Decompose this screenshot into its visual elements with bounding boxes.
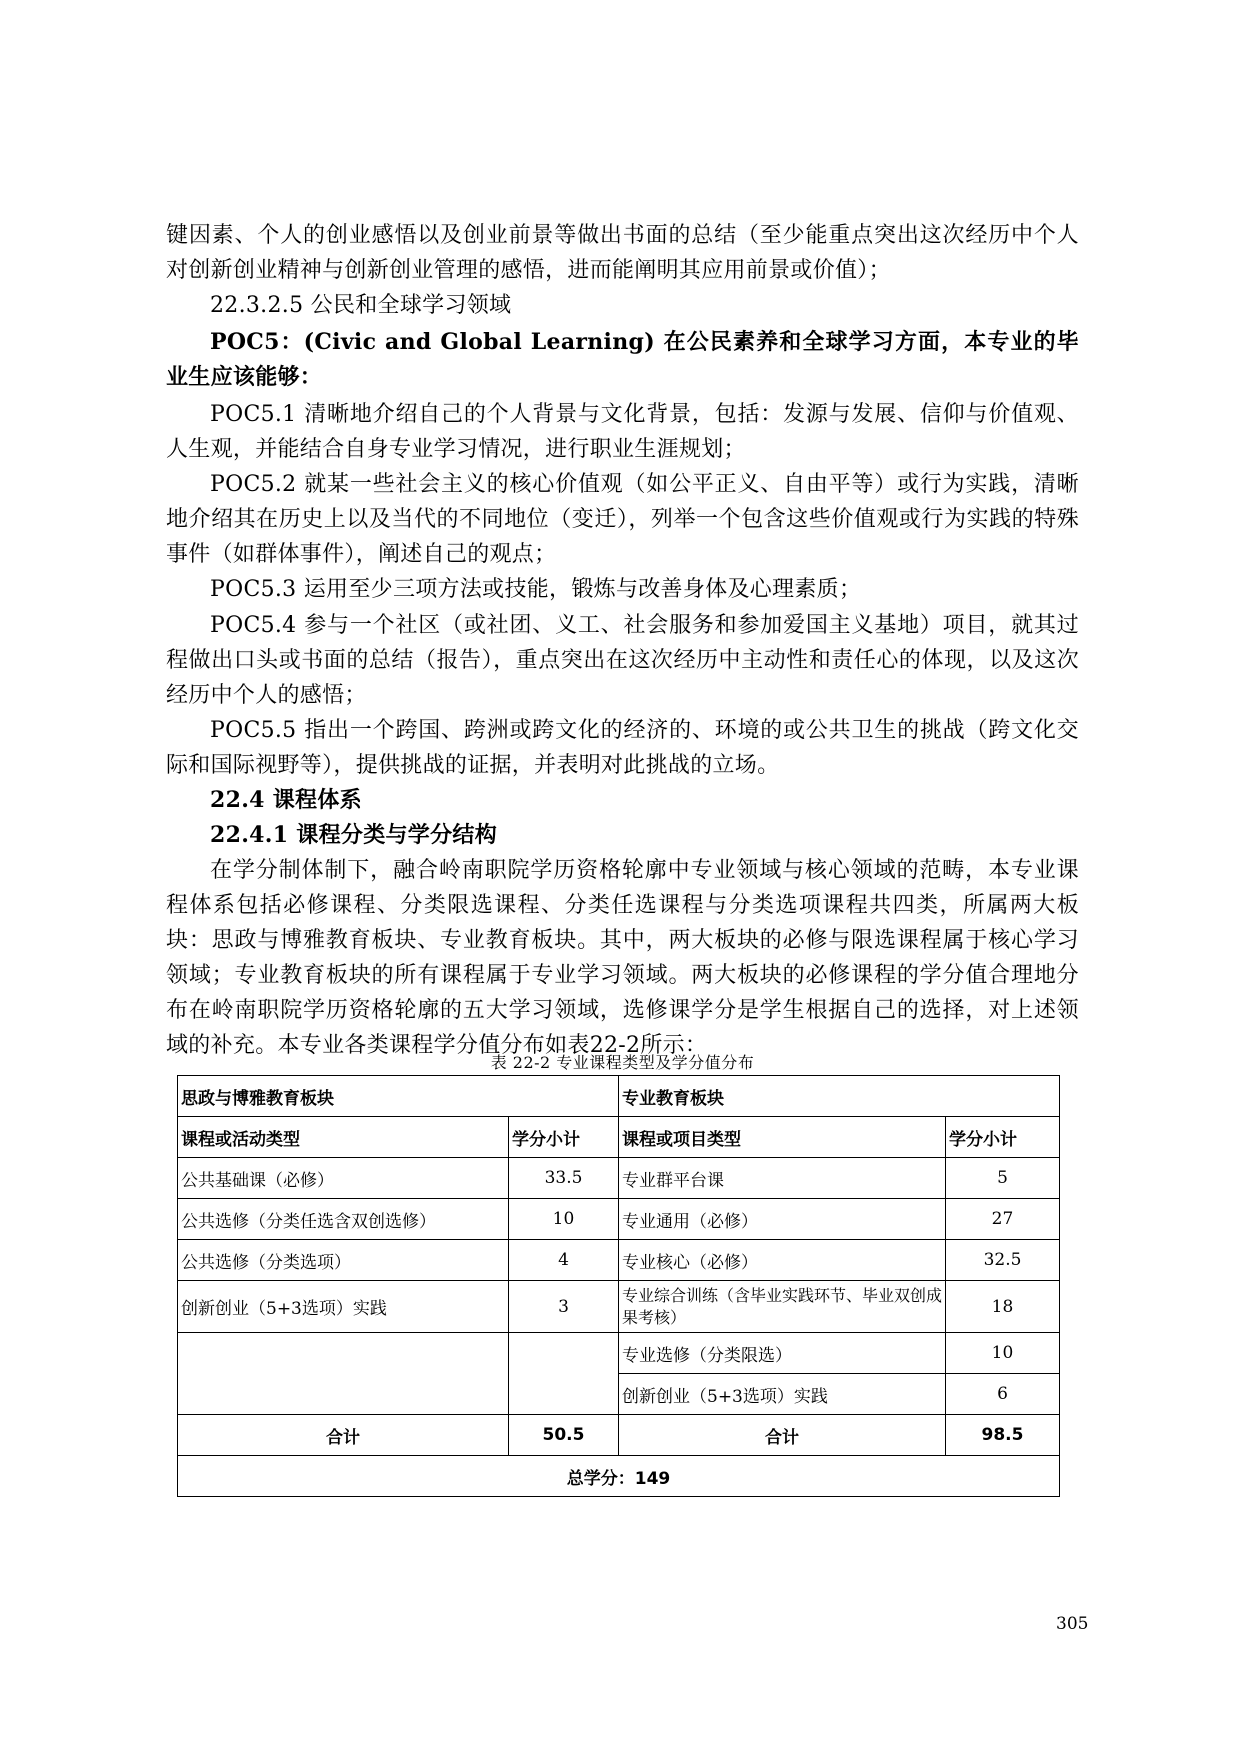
paragraph-continuation: 键因素、个人的创业感悟以及创业前景等做出书面的总结（至少能重点突出这次经历中个人对创新创业精神与创新创业管理的感悟，进而能阐明其应用前景或价值）； [166, 223, 1079, 283]
left-course-credit: 33.5 [509, 1158, 619, 1199]
left-empty-credit-cell [509, 1333, 619, 1415]
section-heading-22-3-2-5: 22.3.2.5 公民和全球学习领域 [210, 293, 512, 318]
table-total-row [178, 1415, 1060, 1456]
right-type-header: 课程或项目类型 [619, 1117, 946, 1158]
poc5-4-item: POC5.4 参与一个社区（或社团、义工、社会服务和参加爱国主义基地）项目，就其过程做出口头或书面的总结（报告），重点突出在这次经历中主动性和责任心的体现，以及这次经历中个人的感悟； [166, 613, 1079, 708]
right-course-name: 专业选修（分类限选） [619, 1333, 946, 1374]
course-system-paragraph: 在学分制体制下，融合岭南职院学历资格轮廓中专业领域与核心领域的范畴，本专业课程体系包括必修课程、分类限选课程、分类任选课程与分类选项课程共四类，所属两大板块：思政与博雅教育板块、专业教育板块。其中，两大板块的必修与限选课程属于核心学习领域；专业教育板块的所有课程属于专业学习领域。两大板块的必修课程的学分值合理地分布在岭南职院学历资格轮廓的五大学习领域，选修课学分是学生根据自己的选择，对上述领域的补充。本专业各类课程学分值分布如表22-2所示： [166, 858, 1079, 1058]
table-row [178, 1158, 1060, 1199]
right-total-value: 98.5 [946, 1415, 1060, 1456]
left-total-label: 合计 [178, 1415, 509, 1456]
left-course-credit: 4 [509, 1240, 619, 1281]
left-block-header: 思政与博雅教育板块 [178, 1076, 619, 1117]
table-row [178, 1199, 1060, 1240]
poc5-5-item: POC5.5 指出一个跨国、跨洲或跨文化的经济的、环境的或公共卫生的挑战（跨文化交际和国际视野等），提供挑战的证据，并表明对此挑战的立场。 [166, 718, 1079, 778]
right-course-credit: 18 [946, 1281, 1060, 1333]
right-course-name: 专业核心（必修） [619, 1240, 946, 1281]
right-block-header: 专业教育板块 [619, 1076, 1060, 1117]
right-total-label: 合计 [619, 1415, 946, 1456]
right-course-credit: 10 [946, 1333, 1060, 1374]
table-row [178, 1333, 1060, 1374]
page-number: 305 [1056, 1614, 1089, 1634]
left-total-value: 50.5 [509, 1415, 619, 1456]
left-course-credit: 10 [509, 1199, 619, 1240]
right-course-name: 专业群平台课 [619, 1158, 946, 1199]
right-course-credit: 5 [946, 1158, 1060, 1199]
table-block-header-row [178, 1076, 1060, 1117]
section-heading-22-4-1: 22.4.1 课程分类与学分结构 [210, 822, 498, 848]
table-column-header-row [178, 1117, 1060, 1158]
credit-distribution-table [177, 1075, 1060, 1497]
left-type-header: 课程或活动类型 [178, 1117, 509, 1158]
left-empty-cell [178, 1333, 509, 1415]
left-course-name: 公共选修（分类选项） [178, 1240, 509, 1281]
left-course-name: 公共选修（分类任选含双创选修） [178, 1199, 509, 1240]
poc5-heading: POC5：(Civic and Global Learning) 在公民素养和全球学习方面，本专业的毕业生应该能够： [166, 329, 1079, 390]
left-course-name: 创新创业（5+3选项）实践 [178, 1281, 509, 1333]
right-course-credit: 32.5 [946, 1240, 1060, 1281]
table-caption: 表 22-2 专业课程类型及学分值分布 [490, 1053, 755, 1072]
right-course-credit: 27 [946, 1199, 1060, 1240]
table-row [178, 1281, 1060, 1333]
section-heading-22-4: 22.4 课程体系 [210, 787, 362, 813]
poc5-1-item: POC5.1 清晰地介绍自己的个人背景与文化背景，包括：发源与发展、信仰与价值观、人生观，并能结合自身专业学习情况，进行职业生涯规划； [166, 402, 1079, 462]
grand-total: 总学分：149 [178, 1456, 1060, 1497]
poc5-2-item: POC5.2 就某一些社会主义的核心价值观（如公平正义、自由平等）或行为实践，清晰地介绍其在历史上以及当代的不同地位（变迁），列举一个包含这些价值观或行为实践的特殊事件（如群体事件），阐述自己的观点； [166, 472, 1079, 567]
right-course-credit: 6 [946, 1374, 1060, 1415]
left-course-name: 公共基础课（必修） [178, 1158, 509, 1199]
right-course-name: 专业综合训练（含毕业实践环节、毕业双创成果考核） [619, 1281, 946, 1333]
table-grand-total-row [178, 1456, 1060, 1497]
document-page [166, 0, 1079, 1754]
left-credit-header: 学分小计 [509, 1117, 619, 1158]
right-course-name: 专业通用（必修） [619, 1199, 946, 1240]
right-course-name: 创新创业（5+3选项）实践 [619, 1374, 946, 1415]
table-row [178, 1240, 1060, 1281]
poc5-3-item: POC5.3 运用至少三项方法或技能，锻炼与改善身体及心理素质； [210, 577, 862, 602]
left-course-credit: 3 [509, 1281, 619, 1333]
right-credit-header: 学分小计 [946, 1117, 1060, 1158]
